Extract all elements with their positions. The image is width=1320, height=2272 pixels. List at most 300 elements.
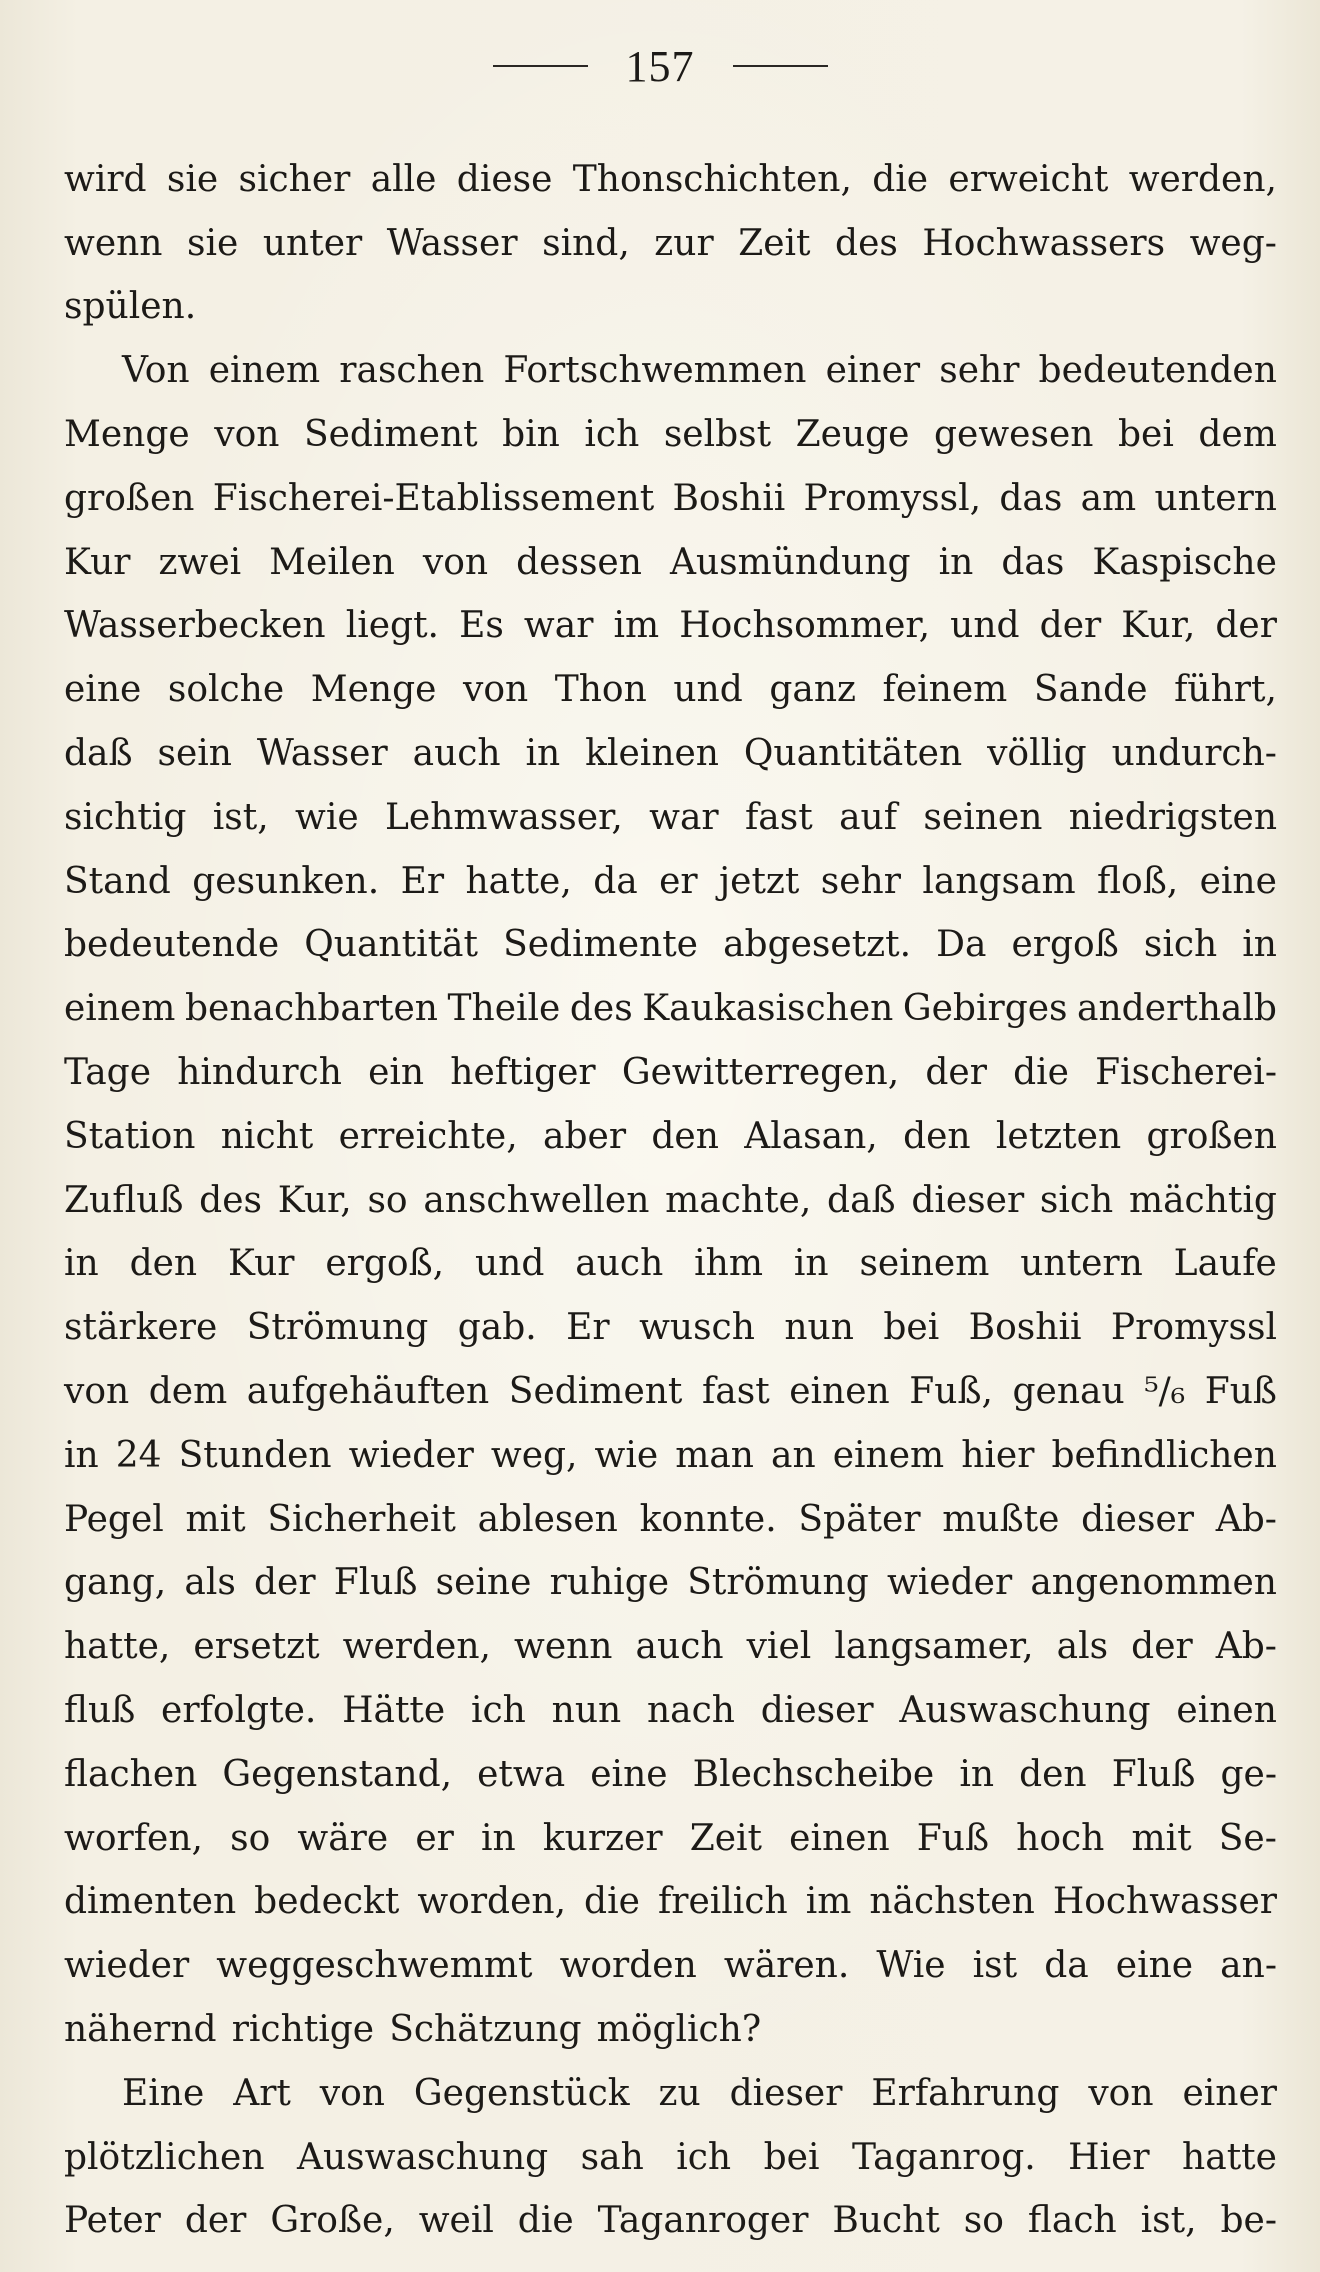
word: Blechscheibe: [692, 1753, 935, 1795]
word: als: [184, 1562, 236, 1604]
word: Taganrog.: [851, 2136, 1036, 2178]
word: wären.: [723, 1945, 850, 1987]
word: gab.: [457, 1307, 537, 1349]
word: ist: [972, 1945, 1018, 1987]
word: sich: [1039, 1179, 1114, 1221]
word: Sicherheit: [267, 1498, 456, 1540]
word: Promyssl: [1110, 1307, 1277, 1349]
word: großen: [64, 477, 195, 519]
word: Ab-: [1215, 1626, 1277, 1668]
word: Boshii: [968, 1307, 1082, 1349]
word: worden,: [417, 1881, 567, 1923]
text-line: [64, 1482, 1277, 1546]
word: ich: [584, 413, 640, 455]
word: hatte,: [64, 1626, 171, 1668]
word: Stand: [64, 860, 171, 902]
word: raschen: [339, 350, 485, 392]
word: Sediment: [303, 413, 478, 455]
word: nach: [647, 1689, 735, 1731]
word: von: [319, 2072, 385, 2114]
word: den: [651, 1115, 719, 1157]
word: Strömung: [246, 1307, 429, 1349]
word: sehr: [820, 860, 901, 902]
word: viel: [746, 1626, 812, 1668]
word: eine: [590, 1753, 668, 1795]
word: Theile: [447, 988, 561, 1030]
word: einem: [208, 350, 321, 392]
word: hoch: [1016, 1817, 1105, 1859]
word: zur: [654, 222, 714, 264]
word: Art: [233, 2072, 291, 2114]
word: der: [253, 1562, 316, 1604]
word: eine: [1115, 1945, 1194, 1987]
word: bin: [502, 413, 560, 455]
word: ersetzt: [193, 1626, 320, 1668]
word: dieser: [760, 1689, 874, 1731]
word: und: [474, 1243, 545, 1285]
word: von: [1088, 2072, 1154, 2114]
text-line: [64, 2120, 1277, 2184]
text-line: [64, 1801, 1277, 1865]
word: dem: [148, 1370, 228, 1412]
word: hatte,: [465, 860, 572, 902]
word: nicht: [220, 1115, 314, 1157]
word: ist,: [212, 796, 269, 838]
word: angenommen: [1030, 1562, 1277, 1604]
word: 24: [115, 1434, 162, 1476]
text-line: [64, 333, 1277, 397]
word: da: [593, 860, 638, 902]
word: von: [64, 1370, 130, 1412]
word: einer: [1182, 2072, 1277, 2114]
word: weg-: [1189, 222, 1277, 264]
word: Fluß: [1111, 1753, 1196, 1795]
word: das: [1001, 541, 1065, 583]
word: einen: [1176, 1689, 1277, 1731]
text-line: [64, 1227, 1277, 1291]
word: Kur,: [1121, 605, 1196, 647]
word: Fuß,: [909, 1370, 993, 1412]
word: die: [517, 2200, 574, 2242]
text-line: [64, 1609, 1277, 1673]
word: anschwellen: [423, 1179, 650, 1221]
word: bei: [1117, 413, 1174, 455]
word: mit: [185, 1498, 246, 1540]
word: mächtig: [1128, 1179, 1277, 1221]
word: in: [525, 732, 561, 774]
text-line: [64, 206, 1277, 270]
word: des: [569, 988, 633, 1030]
word: Kur,: [277, 1179, 352, 1221]
word: ich: [471, 1689, 526, 1731]
word: auch: [575, 1243, 664, 1285]
word: von: [422, 541, 489, 583]
word: Gebirges: [902, 988, 1068, 1030]
word: man: [675, 1434, 754, 1476]
word: dieser: [1081, 1498, 1194, 1540]
text-line: [64, 270, 1277, 334]
word: Sedimente: [503, 924, 698, 966]
word: Menge: [310, 669, 437, 711]
word: sie: [166, 158, 219, 200]
word: nun: [551, 1689, 622, 1731]
word: in: [793, 1243, 829, 1285]
word: ge-: [1220, 1753, 1277, 1795]
word: wie: [295, 796, 359, 838]
word: etwa: [477, 1753, 566, 1795]
word: solche: [167, 669, 285, 711]
word: eine: [1199, 860, 1277, 902]
word: dem: [1198, 413, 1277, 455]
word: worfen,: [64, 1817, 203, 1859]
word: kleinen: [585, 732, 719, 774]
word: ergoß: [1011, 924, 1119, 966]
word: einen: [789, 1817, 890, 1859]
word: mußte: [942, 1498, 1060, 1540]
word: Kur: [228, 1243, 295, 1285]
word: großen: [1146, 1115, 1277, 1157]
word: sichtig: [64, 796, 187, 838]
word: Thon: [554, 669, 647, 711]
word: nähernd: [64, 2008, 217, 2050]
word: einem: [64, 988, 176, 1030]
word: Fuß: [1204, 1370, 1277, 1412]
word: in: [959, 1753, 995, 1795]
word: von: [214, 413, 280, 455]
word: Promyssl,: [803, 477, 982, 519]
word: eine: [64, 669, 142, 711]
word: den: [1019, 1753, 1087, 1795]
word: Taganroger: [597, 2200, 809, 2242]
word: auch: [635, 1626, 724, 1668]
word: werden,: [342, 1626, 491, 1668]
word: Kur: [64, 541, 131, 583]
word: hatte: [1182, 2136, 1277, 2178]
word: aber: [543, 1115, 627, 1157]
word: Alasan,: [744, 1115, 878, 1157]
word: Fischerei-Etablissement: [212, 477, 655, 519]
word: Quantitäten: [743, 732, 963, 774]
word: Wasserbecken: [64, 605, 326, 647]
text-line: [64, 1099, 1277, 1163]
word: des: [199, 1179, 262, 1221]
word: hier: [961, 1434, 1035, 1476]
word: erweicht: [948, 158, 1109, 200]
word: ihm: [694, 1243, 763, 1285]
text-line: [64, 780, 1277, 844]
word: nun: [784, 1307, 854, 1349]
word: dessen: [516, 541, 642, 583]
word: worden: [559, 1945, 697, 1987]
text-line: [64, 1354, 1277, 1418]
word: an-: [1220, 1945, 1277, 1987]
word: sein: [157, 732, 232, 774]
word: nächsten: [869, 1881, 1035, 1923]
word: Von: [122, 350, 190, 392]
word: sicher: [238, 158, 351, 200]
word: gang,: [64, 1562, 167, 1604]
word: die: [584, 1881, 640, 1923]
word: in: [64, 1434, 99, 1476]
word: war: [523, 605, 594, 647]
word: Fuß: [916, 1817, 989, 1859]
text-line: [64, 844, 1277, 908]
word: ich: [676, 2136, 732, 2178]
word: Thonschichten,: [572, 158, 852, 200]
word: niedrigsten: [1068, 796, 1277, 838]
word: Auswaschung: [899, 1689, 1151, 1731]
word: seinem: [859, 1243, 990, 1285]
text-line: [64, 589, 1277, 653]
word: abgesetzt.: [723, 924, 912, 966]
word: letzten: [995, 1115, 1122, 1157]
word: freilich: [657, 1881, 788, 1923]
word: an: [771, 1434, 816, 1476]
word: ein: [368, 1051, 425, 1093]
text-line: [64, 1673, 1277, 1737]
word: des: [835, 222, 898, 264]
word: wie: [594, 1434, 659, 1476]
word: Hätte: [342, 1689, 446, 1731]
word: Er: [566, 1307, 610, 1349]
text-line: [64, 461, 1277, 525]
word: Quantität: [304, 924, 478, 966]
word: einer: [825, 350, 921, 392]
page-number: 157: [625, 41, 695, 91]
word: Tage: [64, 1051, 152, 1093]
word: wenn: [64, 222, 163, 264]
word: ergoß,: [325, 1243, 445, 1285]
word: weggeschwemmt: [216, 1945, 533, 1987]
word: Fortschwemmen: [503, 350, 807, 392]
word: Eine: [122, 2072, 205, 2114]
word: jetzt: [719, 860, 800, 902]
text-line: [64, 1865, 1277, 1929]
word: dieser: [729, 2072, 843, 2114]
word: führt,: [1174, 669, 1277, 711]
word: wird: [64, 158, 147, 200]
word: einen: [789, 1370, 890, 1412]
word: ganz: [769, 669, 856, 711]
word: stärkere: [64, 1307, 218, 1349]
word: Gegenstück: [413, 2072, 630, 2114]
word: seinen: [923, 796, 1043, 838]
word: sich: [1143, 924, 1218, 966]
word: auch: [412, 732, 501, 774]
body-text: [64, 142, 1277, 2247]
word: floß,: [1097, 860, 1179, 902]
word: liegt.: [345, 605, 439, 647]
word: Pegel: [64, 1498, 164, 1540]
word: Zeit: [689, 1817, 762, 1859]
word: Se-: [1218, 1817, 1277, 1859]
text-line: [64, 525, 1277, 589]
word: aufgehäuften: [246, 1370, 490, 1412]
word: Später: [798, 1498, 921, 1540]
word: Hier: [1068, 2136, 1150, 2178]
word: fast: [701, 1370, 770, 1412]
word: untern: [1020, 1243, 1143, 1285]
word: zu: [658, 2072, 701, 2114]
word: Wasser: [256, 732, 388, 774]
header-rule-right: [733, 65, 828, 67]
word: fluß: [64, 1689, 136, 1731]
word: Hochsommer,: [679, 605, 931, 647]
word: bei: [763, 2136, 820, 2178]
word: dimenten: [64, 1881, 237, 1923]
word: machte,: [665, 1179, 812, 1221]
word: so: [230, 1817, 271, 1859]
word: langsamer,: [834, 1626, 1034, 1668]
word: sehr: [939, 350, 1020, 392]
word: konnte.: [639, 1498, 777, 1540]
word: Da: [936, 924, 987, 966]
word: der: [1215, 605, 1277, 647]
word: daß: [64, 732, 133, 774]
word: Wie: [876, 1945, 946, 1987]
word: heftiger: [450, 1051, 596, 1093]
word: Ab-: [1215, 1498, 1277, 1540]
word: so: [367, 1179, 408, 1221]
word: Menge: [64, 413, 190, 455]
word: ablesen: [477, 1498, 618, 1540]
word: weg,: [490, 1434, 578, 1476]
word: Gegenstand,: [222, 1753, 453, 1795]
word: Peter: [64, 2200, 161, 2242]
text-line: [64, 1992, 1277, 2056]
word: im: [805, 1881, 852, 1923]
word: genau: [1012, 1370, 1125, 1412]
word: fast: [744, 796, 813, 838]
word: bedeckt: [254, 1881, 400, 1923]
word: Wasser: [386, 222, 518, 264]
word: Boshii: [672, 477, 786, 519]
word: gewesen: [934, 413, 1094, 455]
word: Gewitterregen,: [621, 1051, 900, 1093]
text-line: [64, 971, 1277, 1035]
word: den: [903, 1115, 971, 1157]
word: bei: [883, 1307, 940, 1349]
word: einem: [832, 1434, 945, 1476]
word: die: [1013, 1051, 1069, 1093]
word: er: [659, 860, 698, 902]
word: seine: [435, 1562, 532, 1604]
word: Erfahrung: [871, 2072, 1060, 2114]
word: Bucht: [832, 2200, 940, 2242]
word: Strömung: [687, 1562, 869, 1604]
word: dieser: [911, 1179, 1025, 1221]
word: und: [673, 669, 743, 711]
word: Zeuge: [795, 413, 910, 455]
word: wäre: [297, 1817, 389, 1859]
word: Sande: [1033, 669, 1148, 711]
word: Es: [459, 605, 504, 647]
word: in: [1242, 924, 1277, 966]
text-line: [64, 1163, 1277, 1227]
word: Lehmwasser,: [385, 796, 623, 838]
word: wieder: [64, 1945, 190, 1987]
word: Stunden: [178, 1434, 332, 1476]
word: anderthalb: [1077, 988, 1277, 1030]
word: weil: [418, 2200, 494, 2242]
word: diese: [456, 158, 553, 200]
word: gesunken.: [192, 860, 380, 902]
word: sah: [580, 2136, 644, 2178]
word: Meilen: [269, 541, 395, 583]
word: der: [184, 2200, 247, 2242]
word: selbst: [663, 413, 772, 455]
word: richtige: [231, 2008, 375, 2050]
text-line: [64, 1928, 1277, 1992]
header-rule-left: [493, 65, 588, 67]
word: wusch: [639, 1307, 755, 1349]
word: befindlichen: [1051, 1434, 1277, 1476]
word: wieder: [886, 1562, 1013, 1604]
word: der: [1039, 605, 1102, 647]
text-line: [64, 397, 1277, 461]
word: ist,: [1140, 2200, 1197, 2242]
word: in: [938, 541, 974, 583]
word: flach: [1027, 2200, 1117, 2242]
word: mit: [1131, 1817, 1192, 1859]
word: in: [481, 1817, 516, 1859]
word: im: [613, 605, 660, 647]
word: daß: [827, 1179, 896, 1221]
text-line: [64, 142, 1277, 206]
word: Zufluß: [64, 1179, 184, 1221]
text-line: [64, 2184, 1277, 2248]
word: wenn: [514, 1626, 613, 1668]
word: als: [1056, 1626, 1109, 1668]
word: Hochwassers: [922, 222, 1166, 264]
word: alle: [370, 158, 437, 200]
text-line: [64, 1737, 1277, 1801]
word: Große,: [270, 2200, 395, 2242]
text-line: [64, 1290, 1277, 1354]
word: Auswaschung: [297, 2136, 549, 2178]
word: Fischerei-: [1095, 1051, 1277, 1093]
word: feinem: [882, 669, 1008, 711]
word: am: [1080, 477, 1137, 519]
text-line: [64, 2056, 1277, 2120]
text-line: [64, 716, 1277, 780]
word: der: [1131, 1626, 1193, 1668]
word: erfolgte.: [161, 1689, 317, 1731]
word: spülen.: [64, 286, 197, 328]
word: hindurch: [177, 1051, 342, 1093]
word: langsam: [922, 860, 1076, 902]
word: von: [462, 669, 529, 711]
word: war: [649, 796, 719, 838]
page-header: [0, 36, 1320, 96]
word: werden,: [1128, 158, 1277, 200]
word: möglich?: [596, 2008, 762, 2050]
word: zwei: [158, 541, 242, 583]
word: unter: [262, 222, 363, 264]
text-line: [64, 1035, 1277, 1099]
word: in: [64, 1243, 99, 1285]
word: bedeutenden: [1038, 350, 1277, 392]
word: kurzer: [542, 1817, 663, 1859]
text-line: [64, 1418, 1277, 1482]
word: Kaspische: [1092, 541, 1277, 583]
text-line: [64, 652, 1277, 716]
word: Laufe: [1173, 1243, 1277, 1285]
word: Kaukasischen: [642, 988, 894, 1030]
word: er: [415, 1817, 454, 1859]
word: ruhige: [549, 1562, 670, 1604]
word: wieder: [348, 1434, 474, 1476]
